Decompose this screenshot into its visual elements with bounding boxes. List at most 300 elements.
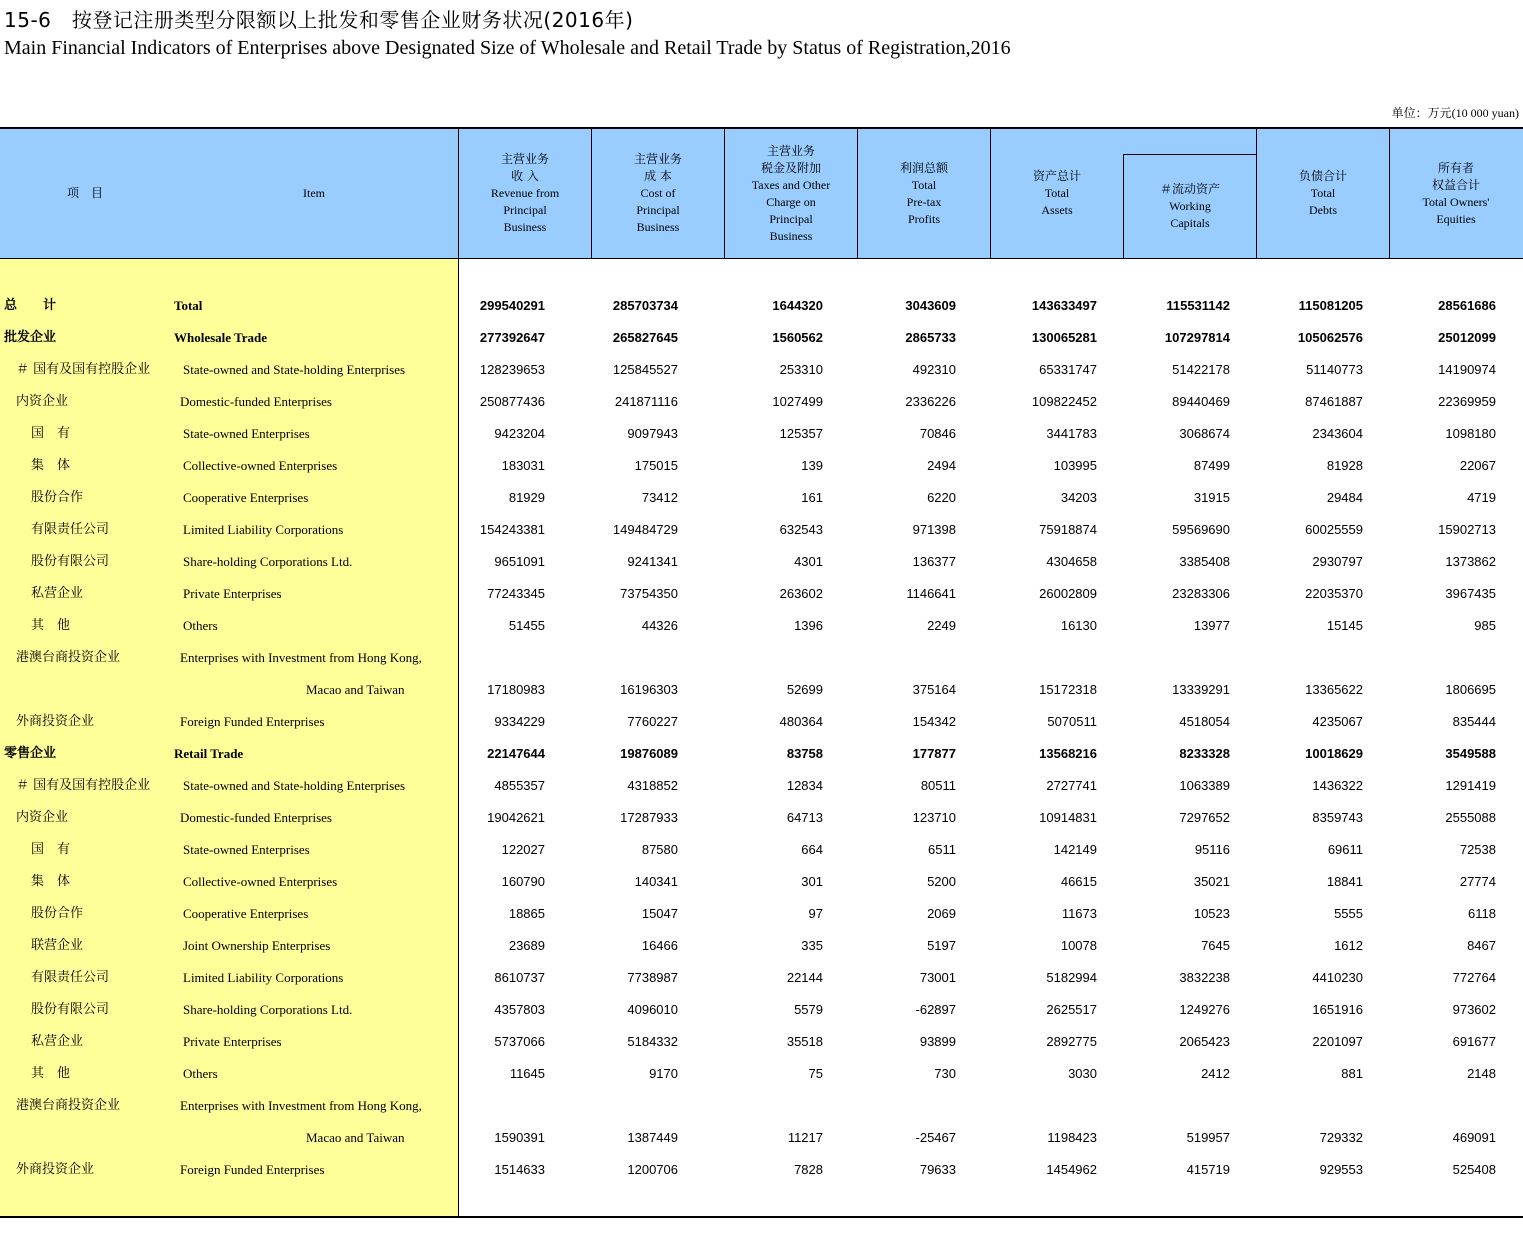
- row-value: 632543: [779, 522, 823, 537]
- row-label-en: Private Enterprises: [183, 1034, 282, 1049]
- row-label-cn: 港澳台商投资企业: [16, 650, 121, 665]
- row-value: 253310: [779, 362, 823, 377]
- row-value: 480364: [779, 714, 823, 729]
- row-value: 5182994: [1046, 970, 1097, 985]
- row-value: 59569690: [1172, 522, 1230, 537]
- row-value: 52699: [786, 682, 823, 697]
- row-value: 123710: [912, 810, 956, 825]
- row-value: 729332: [1319, 1130, 1363, 1145]
- row-value: 7760227: [627, 714, 678, 729]
- row-label-cn: 其 他: [31, 618, 71, 633]
- row-value: 77243345: [487, 586, 545, 601]
- table-row: [0, 1058, 1523, 1090]
- row-label-cn: 股份有限公司: [31, 554, 110, 569]
- row-value: 2494: [927, 458, 956, 473]
- row-value: 1454962: [1046, 1162, 1097, 1177]
- header-col-3-cn: 税金及附加: [760, 160, 821, 175]
- row-value: 335: [801, 938, 823, 953]
- row-value: 835444: [1452, 714, 1496, 729]
- row-value: 125845527: [612, 362, 678, 377]
- row-value: 26002809: [1039, 586, 1097, 601]
- row-value: 3068674: [1179, 426, 1230, 441]
- row-label-cn: 国 有: [31, 842, 71, 857]
- row-label-cn: 其 他: [31, 1066, 71, 1081]
- row-label-cn: 有限责任公司: [31, 970, 110, 985]
- row-value: 4410230: [1312, 970, 1363, 985]
- header-col-8-en: Equities: [1436, 211, 1476, 226]
- row-value: 2069: [927, 906, 956, 921]
- row-label-cn: 股份合作: [31, 490, 84, 505]
- header-divider: [1256, 129, 1257, 258]
- header-col-5-en: Total: [1044, 186, 1070, 200]
- row-value: 13977: [1193, 618, 1230, 633]
- row-label-en: State-owned Enterprises: [183, 842, 310, 857]
- row-value: 15902713: [1438, 522, 1496, 537]
- row-value: 415719: [1186, 1162, 1230, 1177]
- row-value: 664: [801, 842, 823, 857]
- row-value: 4304658: [1046, 554, 1097, 569]
- row-value: 2865733: [905, 330, 956, 345]
- header-col-7-cn: 负债合计: [1298, 169, 1347, 183]
- page-title-cn: 15-6 按登记注册类型分限额以上批发和零售企业财务状况(2016年): [4, 8, 634, 32]
- row-value: 10078: [1060, 938, 1097, 953]
- row-label-en: Foreign Funded Enterprises: [180, 1162, 325, 1177]
- row-value: 525408: [1452, 1162, 1496, 1177]
- row-value: 2892775: [1046, 1034, 1097, 1049]
- row-value: 7645: [1201, 938, 1230, 953]
- row-value: 109822452: [1031, 394, 1097, 409]
- row-value: 1396: [794, 618, 823, 633]
- row-label-en: Enterprises with Investment from Hong Kong,: [180, 1098, 422, 1113]
- header-col-5-en: Assets: [1041, 203, 1073, 217]
- header-item-en: [170, 129, 458, 258]
- row-value: 18841: [1326, 874, 1363, 889]
- row-value: 971398: [912, 522, 956, 537]
- row-value: 122027: [501, 842, 545, 857]
- row-value: 44326: [641, 618, 678, 633]
- row-label-en: Wholesale Trade: [174, 330, 268, 345]
- header-col-6: [1124, 155, 1256, 258]
- row-value: 75: [808, 1066, 823, 1081]
- row-value: 2555088: [1445, 810, 1496, 825]
- table-row: [0, 642, 1523, 674]
- row-value: 143633497: [1031, 298, 1097, 313]
- row-value: 34203: [1060, 490, 1097, 505]
- row-value: 9097943: [627, 426, 678, 441]
- row-value: 139: [801, 458, 823, 473]
- header-item-cn-text: 项 目: [66, 186, 103, 200]
- row-value: 73754350: [620, 586, 678, 601]
- row-value: 3043609: [905, 298, 956, 313]
- table-row: [0, 834, 1523, 866]
- row-value: 4235067: [1312, 714, 1363, 729]
- row-value: 10523: [1193, 906, 1230, 921]
- row-value: 60025559: [1305, 522, 1363, 537]
- header-item-cn: [0, 129, 170, 258]
- row-value: 730: [934, 1066, 956, 1081]
- row-label-en: State-owned and State-holding Enterprises: [183, 778, 406, 793]
- row-value: 154342: [912, 714, 956, 729]
- row-value: 29484: [1326, 490, 1363, 505]
- row-value: 2249: [927, 618, 956, 633]
- table-row: [0, 578, 1523, 610]
- row-value: 140341: [634, 874, 678, 889]
- table-row: [0, 418, 1523, 450]
- header-col-6-en: Capitals: [1170, 216, 1210, 230]
- row-value: 80511: [920, 778, 956, 793]
- row-value: 15047: [641, 906, 678, 921]
- row-value: 9170: [649, 1066, 678, 1081]
- row-label-en: Share-holding Corporations Ltd.: [183, 554, 353, 569]
- header-col-6-cn: ＃流动资产: [1159, 182, 1220, 196]
- page-title-en: Main Financial Indicators of Enterprises above Designated Size of Wholesale and Retail Trade by Status of Registration,2016: [4, 37, 1011, 59]
- table-row: [0, 610, 1523, 642]
- header-col-2-en: Cost of: [640, 186, 676, 200]
- row-value: 881: [1341, 1066, 1363, 1081]
- header-col-1-en: Revenue from: [490, 186, 560, 200]
- row-value: 105062576: [1297, 330, 1363, 345]
- row-value: 13339291: [1172, 682, 1230, 697]
- row-value: 1249276: [1179, 1002, 1230, 1017]
- row-value: 28561686: [1438, 298, 1496, 313]
- row-value: 2201097: [1312, 1034, 1363, 1049]
- row-value: 2065423: [1179, 1034, 1230, 1049]
- header-col-3-en: Business: [769, 228, 813, 243]
- row-value: 177877: [912, 746, 956, 761]
- row-label-cn: 港澳台商投资企业: [16, 1098, 121, 1113]
- row-value: 1098180: [1445, 426, 1496, 441]
- row-value: 7297652: [1179, 810, 1230, 825]
- row-value: 70846: [919, 426, 956, 441]
- row-value: 23283306: [1172, 586, 1230, 601]
- row-value: 241871116: [614, 394, 678, 409]
- table-header: [0, 129, 1523, 259]
- row-label-cn: 联营企业: [31, 938, 84, 953]
- row-value: 10018629: [1305, 746, 1363, 761]
- row-value: 79633: [919, 1162, 956, 1177]
- table-row: [0, 770, 1523, 802]
- row-value: 5197: [927, 938, 956, 953]
- header-col-2: [592, 129, 724, 258]
- row-value: 4096010: [627, 1002, 678, 1017]
- row-value: 1651916: [1312, 1002, 1363, 1017]
- row-value: 3832238: [1179, 970, 1230, 985]
- row-value: 115531142: [1166, 298, 1230, 313]
- row-value: 51140773: [1306, 362, 1363, 377]
- table-bottom-rule: [0, 1216, 1523, 1218]
- row-value: 12834: [786, 778, 823, 793]
- header-subgroup-line: [1123, 154, 1256, 155]
- row-value: 19876089: [620, 746, 678, 761]
- row-value: 81928: [1326, 458, 1363, 473]
- row-value: 3441783: [1046, 426, 1097, 441]
- row-value: 16130: [1060, 618, 1097, 633]
- row-label-en: Macao and Taiwan: [306, 1130, 405, 1145]
- row-label-en: Share-holding Corporations Ltd.: [183, 1002, 353, 1017]
- table-row: [0, 738, 1523, 770]
- row-label-en: Macao and Taiwan: [306, 682, 405, 697]
- row-value: 985: [1474, 618, 1496, 633]
- row-value: 4855357: [494, 778, 545, 793]
- table-row: [0, 386, 1523, 418]
- row-label-en: Cooperative Enterprises: [183, 490, 309, 505]
- table-row: [0, 866, 1523, 898]
- row-value: 4318852: [627, 778, 678, 793]
- table-row: [0, 994, 1523, 1026]
- row-value: 93899: [919, 1034, 956, 1049]
- table-row: [0, 290, 1523, 322]
- table-row: [0, 482, 1523, 514]
- row-label-en: Joint Ownership Enterprises: [183, 938, 331, 953]
- header-col-3: [725, 129, 857, 258]
- row-value: 17180983: [487, 682, 545, 697]
- row-value: 183031: [501, 458, 545, 473]
- row-value: 2625517: [1046, 1002, 1097, 1017]
- table-row: [0, 930, 1523, 962]
- row-value: 691677: [1452, 1034, 1496, 1049]
- row-value: 285703734: [612, 298, 678, 313]
- row-value: 87499: [1193, 458, 1230, 473]
- row-value: 46615: [1060, 874, 1097, 889]
- row-value: 154243381: [479, 522, 545, 537]
- row-value: 5579: [794, 1002, 823, 1017]
- row-value: 1612: [1334, 938, 1363, 953]
- header-col-5-cn: 资产总计: [1032, 169, 1081, 183]
- row-value: 375164: [912, 682, 956, 697]
- row-value: 1560562: [772, 330, 823, 345]
- header-col-7: [1257, 129, 1389, 258]
- row-value: 130065281: [1031, 330, 1097, 345]
- row-value: 299540291: [479, 298, 545, 313]
- row-value: 1387449: [627, 1130, 678, 1145]
- header-col-7-en: Total: [1310, 186, 1336, 200]
- row-label-cn: 集 体: [31, 458, 71, 473]
- row-label-en: Collective-owned Enterprises: [183, 874, 338, 889]
- table-row: [0, 706, 1523, 738]
- row-value: 250877436: [479, 394, 545, 409]
- row-value: 6118: [1468, 906, 1496, 921]
- row-value: 519957: [1186, 1130, 1230, 1145]
- row-label-cn: 集 体: [31, 874, 71, 889]
- table-row: [0, 450, 1523, 482]
- table-row: [0, 354, 1523, 386]
- row-label-en: Foreign Funded Enterprises: [180, 714, 325, 729]
- header-divider: [591, 129, 592, 258]
- row-value: 5555: [1334, 906, 1363, 921]
- row-label-cn: 外商投资企业: [16, 1162, 95, 1177]
- row-value: 469091: [1452, 1130, 1496, 1145]
- row-value: 1514633: [494, 1162, 545, 1177]
- row-value: 17287933: [620, 810, 678, 825]
- table-row: [0, 802, 1523, 834]
- row-value: 19042621: [487, 810, 545, 825]
- row-value: 11645: [509, 1066, 545, 1081]
- row-value: 973602: [1452, 1002, 1496, 1017]
- row-value: 2930797: [1312, 554, 1363, 569]
- header-col-8-cn: 所有者: [1437, 160, 1474, 175]
- table-row: [0, 514, 1523, 546]
- row-label-cn: 外商投资企业: [16, 714, 95, 729]
- row-value: 16196303: [620, 682, 678, 697]
- header-col-8: [1390, 129, 1522, 258]
- row-value: 83758: [786, 746, 823, 761]
- row-value: 1806695: [1445, 682, 1496, 697]
- row-value: 69611: [1327, 842, 1363, 857]
- row-label-en: Limited Liability Corporations: [183, 522, 344, 537]
- table-row: [0, 898, 1523, 930]
- row-value: 5070511: [1047, 714, 1097, 729]
- row-value: 2148: [1467, 1066, 1496, 1081]
- header-col-3-en: Principal: [769, 211, 813, 226]
- row-value: 7738987: [627, 970, 678, 985]
- row-label-cn: 零售企业: [4, 746, 57, 761]
- header-col-1-cn: 收 入: [511, 169, 539, 183]
- row-value: 6220: [927, 490, 956, 505]
- row-value: 14190974: [1438, 362, 1496, 377]
- row-value: 8467: [1467, 938, 1496, 953]
- row-value: 1436322: [1312, 778, 1363, 793]
- header-col-2-en: Business: [636, 220, 680, 234]
- row-value: 1291419: [1445, 778, 1496, 793]
- header-col-7-en: Debts: [1309, 203, 1337, 217]
- unit-en: (10 000 yuan): [1451, 106, 1519, 120]
- header-col-4-en: Pre-tax: [906, 194, 942, 209]
- row-value: 263602: [779, 586, 823, 601]
- row-value: 301: [801, 874, 823, 889]
- row-label-en: Private Enterprises: [183, 586, 282, 601]
- row-value: 81929: [508, 490, 545, 505]
- row-value: 1644320: [772, 298, 823, 313]
- row-label-en: Others: [183, 618, 218, 633]
- row-value: 25012099: [1438, 330, 1496, 345]
- row-label-cn: 私营企业: [31, 1034, 84, 1049]
- row-value: 75918874: [1039, 522, 1097, 537]
- row-value: 22144: [786, 970, 823, 985]
- row-label-cn: 私营企业: [31, 586, 84, 601]
- row-value: 6511: [928, 842, 956, 857]
- header-col-1: [459, 129, 591, 258]
- table-row: [0, 1090, 1523, 1122]
- row-value: 13365622: [1305, 682, 1363, 697]
- row-label-en: Domestic-funded Enterprises: [180, 394, 332, 409]
- row-value: 2343604: [1312, 426, 1363, 441]
- row-label-en: State-owned and State-holding Enterprises: [183, 362, 406, 377]
- row-value: 9651091: [494, 554, 545, 569]
- row-value: 22147644: [487, 746, 545, 761]
- header-col-4-en: Total: [911, 177, 937, 192]
- row-value: 10914831: [1039, 810, 1097, 825]
- header-col-8-cn: 权益合计: [1431, 177, 1480, 192]
- row-value: 1198423: [1047, 1130, 1097, 1145]
- row-value: 4357803: [494, 1002, 545, 1017]
- row-value: 265827645: [612, 330, 678, 345]
- row-label-en: Total: [174, 298, 203, 313]
- row-label-cn: 有限责任公司: [31, 522, 110, 537]
- row-label-cn: 国 有: [31, 426, 71, 441]
- row-value: 27774: [1459, 874, 1496, 889]
- row-value: 95116: [1194, 842, 1230, 857]
- row-label-cn: 总 计: [4, 298, 57, 313]
- header-col-1-en: Principal: [503, 203, 547, 217]
- row-value: 73001: [919, 970, 956, 985]
- row-label-en: State-owned Enterprises: [183, 426, 310, 441]
- header-col-3-en: Taxes and Other: [751, 177, 831, 192]
- table-row: [0, 546, 1523, 578]
- row-value: 7828: [794, 1162, 823, 1177]
- row-value: 15145: [1326, 618, 1363, 633]
- row-value: 3030: [1068, 1066, 1097, 1081]
- row-value: 2412: [1201, 1066, 1230, 1081]
- header-divider: [1123, 154, 1124, 258]
- row-value: 1373862: [1445, 554, 1496, 569]
- row-value: 149484729: [612, 522, 678, 537]
- table-row: [0, 1154, 1523, 1186]
- header-col-8-en: Total Owners': [1422, 194, 1490, 209]
- row-value: 3967435: [1445, 586, 1496, 601]
- row-label-en: Retail Trade: [174, 746, 244, 761]
- row-value: 1200706: [627, 1162, 678, 1177]
- header-col-3-cn: 主营业务: [766, 143, 815, 158]
- header-item-en-text: Item: [303, 186, 325, 200]
- row-value: 5184332: [627, 1034, 678, 1049]
- header-col-4-cn: 利润总额: [899, 160, 948, 175]
- row-value: 2336226: [905, 394, 956, 409]
- row-value: 51455: [508, 618, 545, 633]
- unit-cn: 单位：万元: [1391, 106, 1452, 120]
- row-value: 72538: [1459, 842, 1496, 857]
- row-value: 136377: [912, 554, 956, 569]
- unit-label: [1392, 104, 1519, 121]
- table-row: [0, 674, 1523, 706]
- row-value: 22369959: [1438, 394, 1496, 409]
- row-value: 3385408: [1179, 554, 1230, 569]
- row-value: 89440469: [1172, 394, 1230, 409]
- row-value: 8359743: [1312, 810, 1363, 825]
- row-label-en: Collective-owned Enterprises: [183, 458, 338, 473]
- header-col-2-cn: 成 本: [644, 169, 672, 183]
- row-value: 5737066: [494, 1034, 545, 1049]
- row-value: 103995: [1053, 458, 1097, 473]
- row-value: 277392647: [479, 330, 545, 345]
- row-value: 8233328: [1179, 746, 1230, 761]
- header-col-5: [991, 129, 1123, 258]
- row-value: 2727741: [1046, 778, 1097, 793]
- table-row: [0, 322, 1523, 354]
- row-value: 160790: [501, 874, 545, 889]
- row-value: 929553: [1319, 1162, 1363, 1177]
- row-value: 23689: [508, 938, 545, 953]
- header-divider: [990, 129, 991, 258]
- row-value: 11673: [1061, 906, 1097, 921]
- row-value: 87580: [641, 842, 678, 857]
- row-value: 18865: [508, 906, 545, 921]
- row-value: 35021: [1193, 874, 1230, 889]
- row-value: 107297814: [1164, 330, 1230, 345]
- row-value: 9423204: [494, 426, 545, 441]
- row-value: 16466: [641, 938, 678, 953]
- row-label-cn: 股份有限公司: [31, 1002, 110, 1017]
- row-label-en: Limited Liability Corporations: [183, 970, 344, 985]
- row-value: 9241341: [627, 554, 678, 569]
- row-value: 1063389: [1179, 778, 1230, 793]
- row-label-en: Cooperative Enterprises: [183, 906, 309, 921]
- table-row: [0, 1122, 1523, 1154]
- row-value: 1027499: [772, 394, 823, 409]
- row-label-cn: 内资企业: [16, 394, 69, 409]
- header-col-6-en: Working: [1169, 199, 1211, 213]
- row-value: 772764: [1452, 970, 1496, 985]
- row-value: 4301: [794, 554, 823, 569]
